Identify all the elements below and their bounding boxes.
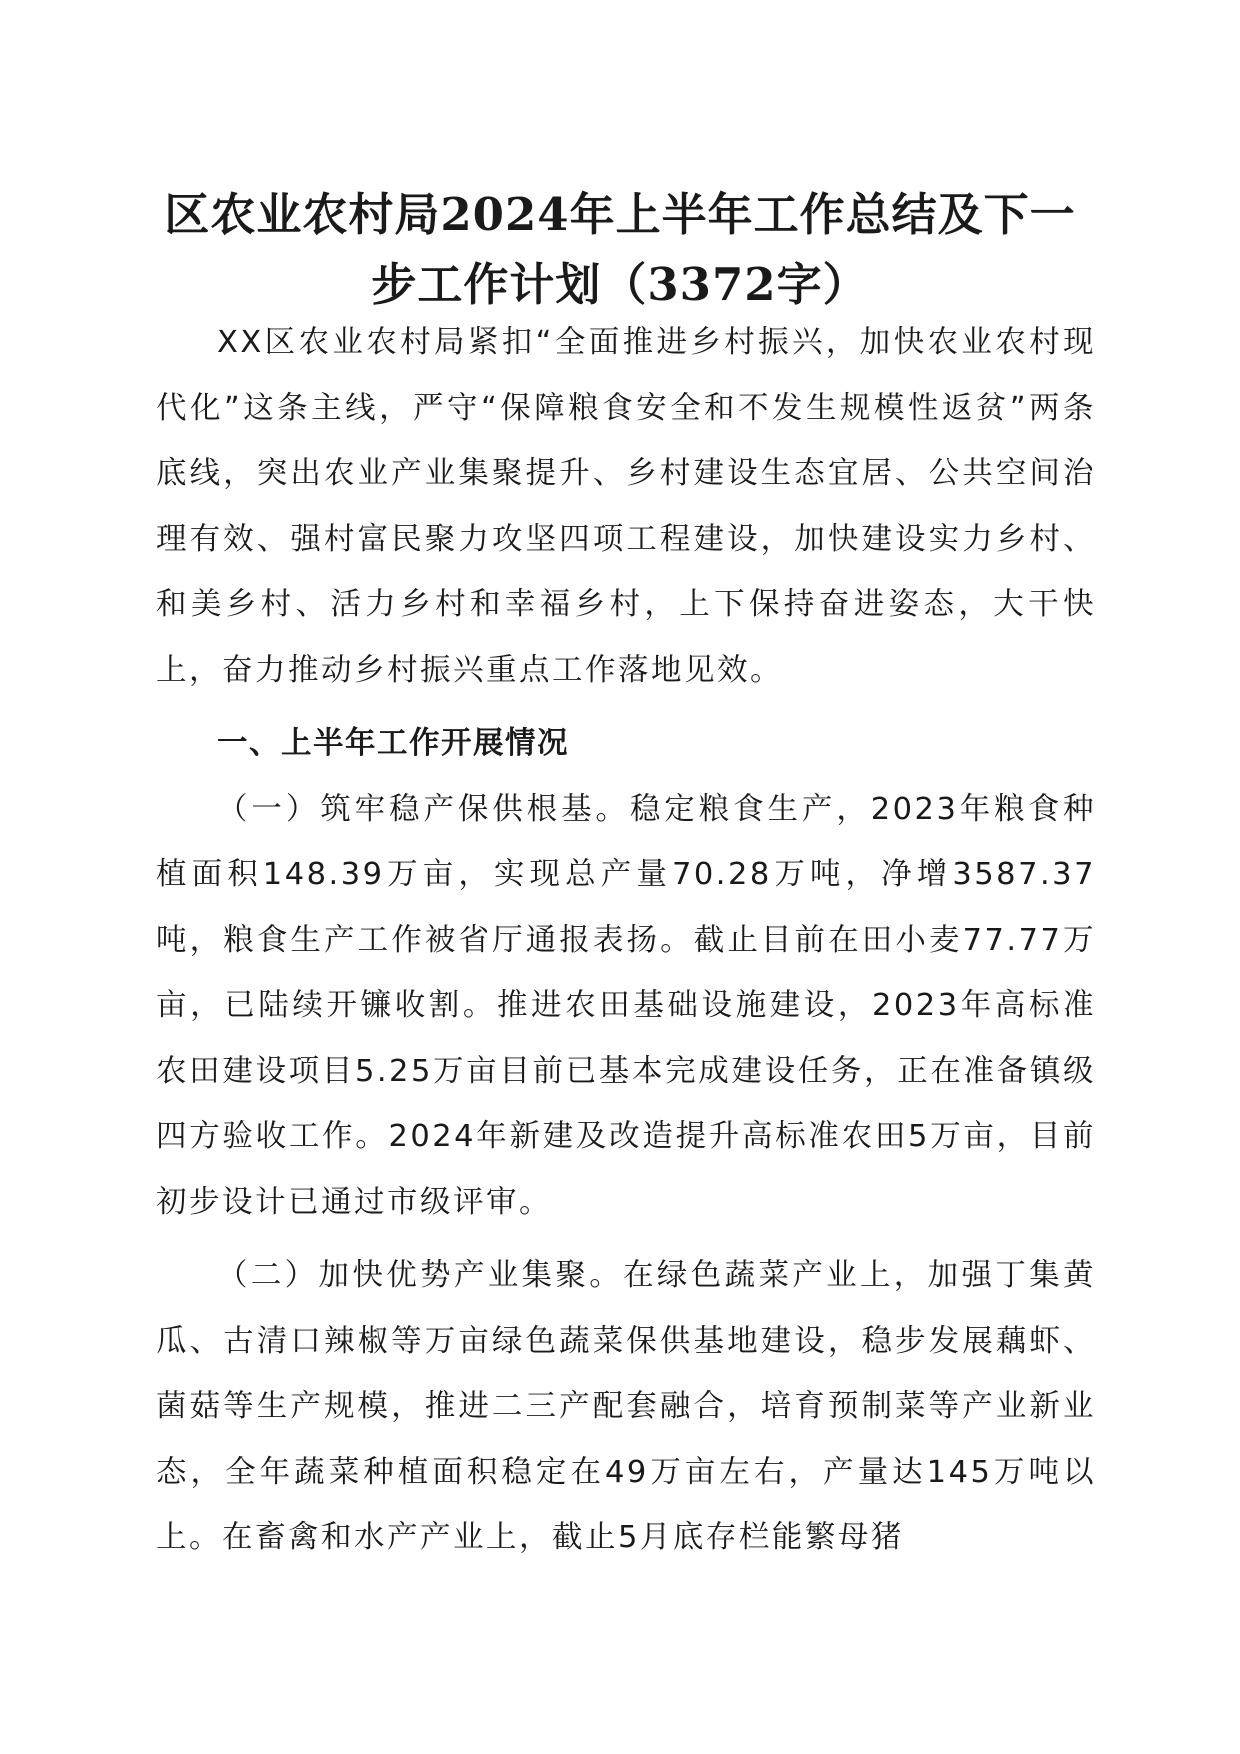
document-body [156, 310, 1096, 1571]
section-heading: 一、上半年工作开展情况 [217, 726, 569, 761]
paragraph-grain-production: （一）筑牢稳产保供根基。稳定粮食生产，2023年粮食种植面积148.39万亩，实现总产量70.28万吨，净增3587.37吨，粮食生产工作被省厅通报表扬。截止目前在田小麦77.77万亩，已陆续开镰收割。推进农田基础设施建设，2023年高标准农田建设项目5.25万亩目前已基本完成建设任务，正在准备镇级四方验收工作。2024年新建及改造提升高标准农田5万亩，目前初步设计已通过市级评审。 [156, 791, 1096, 1220]
document-title: 区农业农村局2024年上半年工作总结及下一步工作计划（3372字） [164, 188, 1076, 311]
paragraph-industry-cluster: （二）加快优势产业集聚。在绿色蔬菜产业上，加强丁集黄瓜、古清口辣椒等万亩绿色蔬菜保供基地建设，稳步发展藕虾、菌菇等生产规模，推进二三产配套融合，培育预制菜等产业新业态，全年蔬菜种植面积稳定在49万亩左右，产量达145万吨以上。在畜禽和水产产业上，截止5月底存栏能繁母猪 [156, 1258, 1096, 1555]
intro-paragraph: XX区农业农村局紧扣“全面推进乡村振兴，加快农业农村现代化”这条主线，严守“保障粮食安全和不发生规模性返贫”两条底线，突出农业产业集聚提升、乡村建设生态宜居、公共空间治理有效、强村富民聚力攻坚四项工程建设，加快建设实力乡村、和美乡村、活力乡村和幸福乡村，上下保持奋进姿态，大干快上，奋力推动乡村振兴重点工作落地见效。 [156, 325, 1096, 688]
